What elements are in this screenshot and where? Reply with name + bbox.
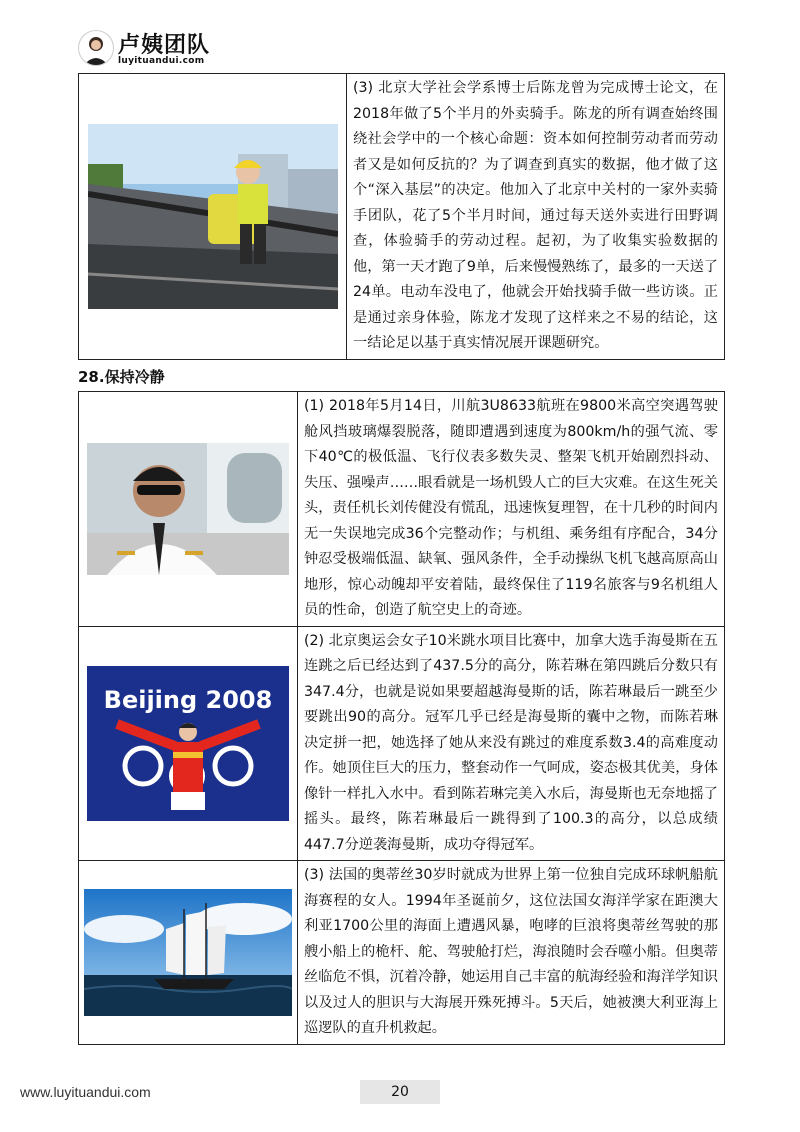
image-cell [79,74,347,360]
case-row [79,626,725,861]
image-cell [79,392,298,627]
brand-title: 卢姨团队 [118,33,211,58]
sailboat-photo [84,889,292,1016]
case-text: (3) 北京大学社会学系博士后陈龙曾为完成博士论文，在2018年做了5个半月的外卖骑手。陈龙的所有调查始终围绕社会学中的一个核心命题：资本如何控制劳动者而劳动者又是如何反抗的？为了调查到真实的数据，他才做了这个“深入基层”的决定。他加入了北京中关村的一家外卖骑手团队，花了5个半月时间，通过每天送外卖进行田野调查，体验骑手的劳动过程。起初，为了收集实验数据的他，第一天才跑了9单，后来慢慢熟练了，最多的一天送了24单。电动车没电了，他就会开始找骑手做一些访谈。正是通过亲身体验，陈龙才发现了这样来之不易的结论，这一结论足以基于真实情况展开课题研究。 [347,74,725,360]
page-number: 20 [360,1080,440,1104]
case-row [79,861,725,1045]
case-text: (3) 法国的奥蒂丝30岁时就成为世界上第一位独自完成环球帆船航海赛程的女人。1994年圣诞前夕，这位法国女海洋学家在距澳大利亚1700公里的海面上遭遇风暴，咆哮的巨浪将奥蒂丝驾驶的那艘小船上的桅杆、舵、驾驶舱打烂，海浪随时会吞噬小船。但奥蒂丝临危不惧，沉着冷静，她运用自己丰富的航海经验和海洋学知识以及过人的胆识与大海展开殊死搏斗。5天后，她被澳大利亚海上巡逻队的直升机救起。 [298,861,725,1045]
case-text: (1) 2018年5月14日，川航3U8633航班在9800米高空突遇驾驶舱风挡玻璃爆裂脱落，随即遭遇到速度为800km/h的强气流、零下40℃的极低温、飞行仪表多数失灵、整架飞机开始剧烈抖动、失压、强噪声……眼看就是一场机毁人亡的巨大灾难。在这生死关头，责任机长刘传健没有慌乱，迅速恢复理智，在十几秒的时间内无一失误地完成36个完整动作；与机组、乘务组有序配合，34分钟忍受极端低温、缺氧、强风条件，全手动操纵飞机飞越高原高山地形，惊心动魄却平安着陆，最终保住了119名旅客与9名机组人员的性命，创造了航空史上的奇迹。 [298,392,725,627]
case-table-main [78,391,725,1045]
delivery-rider-photo [88,124,338,309]
image-cell [79,861,298,1045]
diver-photo [87,666,289,821]
pilot-photo [87,443,289,575]
footer-url: www.luyituandui.com [20,1084,151,1100]
olympic-banner-text: Beijing 2008 [103,685,273,714]
case-table-top [78,73,725,360]
case-text: (2) 北京奥运会女子10米跳水项目比赛中，加拿大选手海曼斯在五连跳之后已经达到了437.5分的高分，陈若琳在第四跳后分数只有347.4分，也就是说如果要超越海曼斯的话，陈若琳最后一跳至少要跳出90的高分。冠军几乎已经是海曼斯的囊中之物，而陈若琳决定拼一把，她选择了她从来没有跳过的难度系数3.4的高难度动作。她顶住巨大的压力，整套动作一气呵成，姿态极其优美，身体像针一样扎入水中。看到陈若琳完美入水后，海曼斯也无奈地摇了摇头。最终，陈若琳最后一跳得到了100.3的高分，以总成绩447.7分逆袭海曼斯，成功夺得冠军。 [298,626,725,861]
person-icon [79,31,113,65]
image-cell [79,626,298,861]
logo-avatar [78,30,114,66]
section-title: 28.保持冷静 [78,368,165,386]
case-row [79,392,725,627]
brand-url: luyituandui.com [118,56,205,66]
